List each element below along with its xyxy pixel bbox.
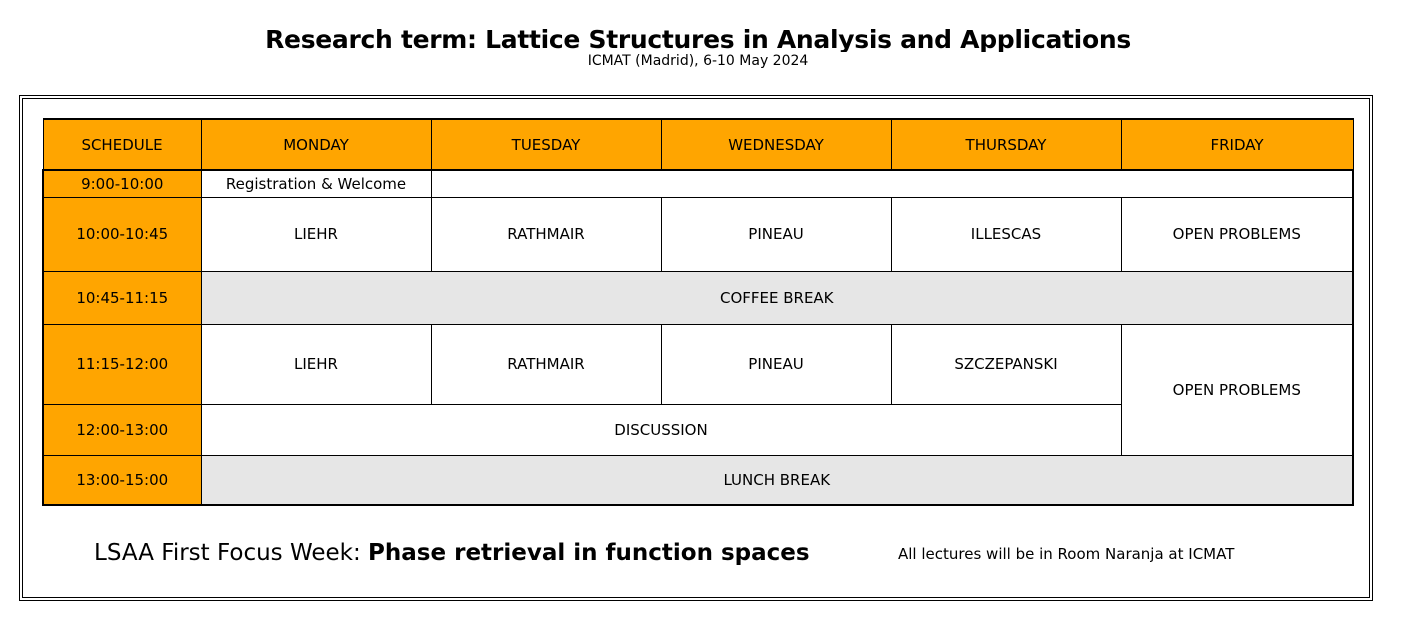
schedule-table	[42, 118, 1354, 506]
table-row	[43, 324, 1353, 404]
session-cell: LIEHR	[201, 324, 431, 404]
table-row	[43, 271, 1353, 324]
focus-week-prefix: LSAA First Focus Week:	[94, 540, 369, 566]
focus-week-line	[94, 540, 810, 566]
page-title: Research term: Lattice Structures in Analysis and Applications	[265, 25, 1131, 52]
friday-open-problems-cell: OPEN PROBLEMS	[1121, 324, 1353, 455]
lunch-break-cell: LUNCH BREAK	[201, 455, 1353, 505]
time-cell: 13:00-15:00	[43, 455, 201, 505]
header-schedule: SCHEDULE	[43, 119, 201, 170]
discussion-cell: DISCUSSION	[201, 404, 1121, 455]
session-cell: PINEAU	[661, 324, 891, 404]
time-cell: 12:00-13:00	[43, 404, 201, 455]
empty-cell	[431, 170, 1353, 197]
time-cell: 10:00-10:45	[43, 197, 201, 271]
header-wednesday: WEDNESDAY	[661, 119, 891, 170]
session-cell: RATHMAIR	[431, 197, 661, 271]
header-friday: FRIDAY	[1121, 119, 1353, 170]
registration-cell: Registration & Welcome	[201, 170, 431, 197]
header-monday: MONDAY	[201, 119, 431, 170]
table-row	[43, 455, 1353, 505]
session-cell: LIEHR	[201, 197, 431, 271]
time-cell: 10:45-11:15	[43, 271, 201, 324]
table-row	[43, 170, 1353, 197]
location-note: All lectures will be in Room Naranja at ICMAT	[898, 545, 1235, 563]
session-cell: OPEN PROBLEMS	[1121, 197, 1353, 271]
page-subtitle: ICMAT (Madrid), 6-10 May 2024	[587, 53, 809, 69]
session-cell: RATHMAIR	[431, 324, 661, 404]
time-cell: 9:00-10:00	[43, 170, 201, 197]
focus-week-title: Phase retrieval in function spaces	[368, 540, 810, 566]
header-thursday: THURSDAY	[891, 119, 1121, 170]
table-row	[43, 197, 1353, 271]
session-cell: SZCZEPANSKI	[891, 324, 1121, 404]
header-row	[43, 119, 1353, 170]
coffee-break-cell: COFFEE BREAK	[201, 271, 1353, 324]
session-cell: PINEAU	[661, 197, 891, 271]
time-cell: 11:15-12:00	[43, 324, 201, 404]
session-cell: ILLESCAS	[891, 197, 1121, 271]
header-tuesday: TUESDAY	[431, 119, 661, 170]
